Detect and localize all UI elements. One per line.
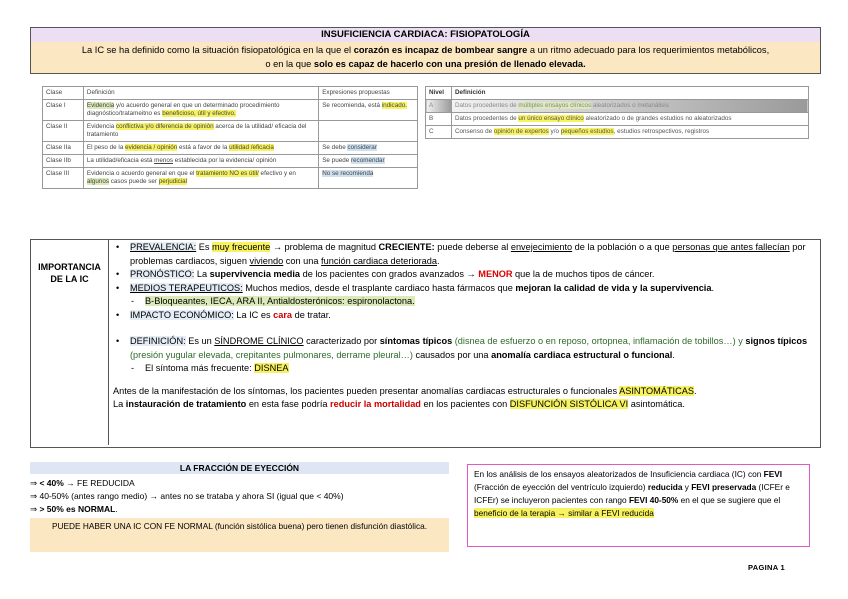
text: menos: [154, 157, 174, 164]
text: en el que se sugiere que el: [678, 495, 781, 505]
red-text: reducir la mortalidad: [330, 399, 421, 409]
text: El síntoma más frecuente:: [145, 363, 255, 373]
hl-text: DISNEA: [254, 363, 289, 373]
expression-cell: [319, 168, 418, 189]
hl-text: indicado.: [381, 102, 407, 109]
hl-text: tratamiento NO es útil/: [196, 170, 259, 177]
hl-text: opinión de expertos: [493, 128, 549, 135]
importancia-label: IMPORTANCIA DE LA IC: [38, 262, 101, 284]
text: En los análisis de los ensayos aleatorizados de Insuficiencia cardiaca (IC) con: [474, 469, 764, 479]
text: La utilidad/eficacia está: [86, 157, 155, 164]
text: Se debe: [322, 144, 348, 151]
text: Es: [196, 242, 213, 252]
bold-text: < 40%: [39, 478, 64, 488]
table-row: [426, 113, 809, 126]
class-recommendation-table: [42, 86, 418, 189]
spacer: [113, 322, 816, 335]
hl-text: conflictiva y/o diferencia de opinión: [115, 123, 214, 130]
text: y: [682, 482, 692, 492]
text: de tratar.: [292, 309, 331, 320]
text: asintomática.: [628, 399, 685, 409]
hl-text: recomendar: [350, 157, 385, 164]
bold-text: síntomas típicos: [379, 336, 453, 346]
text: efectivo y en: [258, 170, 296, 177]
text: y/o: [548, 128, 561, 135]
text: 40-50% (antes rango medio) → antes no se trataba y ahora SI (igual que < 40%): [39, 491, 344, 501]
item-key: MEDIOS TERAPEUTICOS:: [130, 282, 243, 293]
definition-cell: [83, 121, 318, 142]
green-text: (disnea de esfuerzo o en reposo, ortopnea, inflamación de tobillos…) y: [452, 336, 746, 346]
table-row: [426, 100, 809, 113]
hl-text: B-Bloqueantes, IECA, ARA II, Antialdosterónicos: espironolactona.: [145, 296, 415, 306]
item-key: PRONÓSTICO:: [130, 269, 195, 279]
text: SÍNDROME CLÍNICO: [214, 336, 304, 346]
text: está a favor de la: [177, 144, 230, 151]
level-cell: B: [426, 113, 452, 126]
hl-text: beneficioso, útil y efectivo.: [162, 110, 236, 117]
table-row: [43, 100, 418, 121]
list-item: [113, 335, 816, 362]
list-item: [113, 362, 816, 376]
text: .: [711, 282, 715, 293]
bold-text: mejoran la calidad de vida y la supervivencia: [515, 282, 712, 293]
text: El peso de la: [86, 144, 126, 151]
text: personas que antes fallecían: [672, 242, 790, 252]
text: con una: [283, 255, 322, 266]
text: de los pacientes con grados avanzados →: [300, 269, 479, 279]
intro-bold-2: solo es capaz de hacerlo con una presión de llenado elevada.: [313, 59, 586, 69]
bold-text: FEVI 40-50%: [628, 495, 679, 505]
hl-text: múltiples ensayos clínicos: [518, 102, 592, 109]
ensayos-note-box: [467, 464, 810, 547]
list-item: [113, 295, 816, 309]
expression-cell: [319, 142, 418, 155]
red-text: cara: [273, 309, 293, 320]
text: .: [694, 385, 697, 396]
intro-text-2: a un ritmo adecuado para los requerimientos metabólicos,: [527, 45, 770, 55]
definition-cell: [83, 142, 318, 155]
expression-cell: [319, 100, 418, 121]
item-key: PREVALENCIA:: [130, 242, 197, 252]
text: viviendo: [249, 255, 284, 266]
hl-text: evidencia / opinión: [125, 144, 178, 151]
table-row: [43, 155, 418, 168]
class-cell: Clase III: [43, 168, 84, 189]
list-item: [113, 268, 816, 282]
text: en los pacientes con: [420, 399, 510, 409]
text: (ICFEr e ICFEr) se incluyeron pacientes con rango: [474, 482, 790, 505]
text: , estudios retrospectivos, registros: [613, 128, 710, 135]
importancia-content: [113, 241, 816, 412]
table-header-row: [43, 87, 418, 100]
text: causados por una: [412, 349, 492, 360]
text: por problemas cardiacos, siguen: [130, 242, 806, 266]
table-header-row: [426, 87, 809, 100]
hl-text: perjudicial: [158, 178, 188, 185]
text: puede deberse al: [434, 242, 511, 252]
text: Muchos medios, desde el trasplante cardiaco hasta fármacos que: [242, 282, 516, 293]
text: .: [437, 255, 440, 266]
item-key: IMPACTO ECONÓMICO:: [130, 309, 234, 320]
red-text: MENOR: [478, 269, 513, 279]
intro-bold-1: corazón es incapaz de bombear sangre: [353, 45, 528, 55]
text: establecida por la evidencia/ opinión: [173, 157, 277, 164]
header-cell: Expresiones propuestas: [319, 87, 418, 100]
text: (Fracción de eyección del ventrículo izquierdo): [474, 482, 648, 492]
fraccion-note: PUEDE HABER UNA IC CON FE NORMAL (función sistólica buena) pero tienen disfunción diastólica.: [30, 518, 449, 552]
page-title: INSUFICIENCIA CARDIACA: FISIOPATOLOGÍA: [30, 27, 821, 43]
list-item: [113, 309, 816, 323]
text: que la de muchos tipos de cáncer.: [512, 269, 655, 279]
class-cell: Clase I: [43, 100, 84, 121]
hl-text: No se recomienda: [322, 170, 374, 177]
text: → problema de magnitud: [270, 242, 379, 252]
evidence-level-table: [425, 86, 809, 139]
definition-cell: [83, 168, 318, 189]
list-item: [30, 490, 460, 503]
green-text: (presión yugular elevada, crepitantes pulmonares, derrame pleural…): [130, 349, 413, 360]
text: y/o acuerdo general en que un determinado procedimiento diagnóstico/tratameitno es: [86, 102, 280, 117]
text: La: [113, 399, 126, 409]
text: en esta fase podría: [246, 399, 331, 409]
hl-text: muy frecuente: [212, 242, 271, 252]
fraccion-list: [30, 477, 460, 516]
bold-text: CRECIENTE:: [378, 242, 435, 252]
fraccion-title: LA FRACCIÓN DE EYECCIÓN: [30, 462, 449, 474]
definition-cell: [83, 155, 318, 168]
text: Se recomienda, está: [322, 102, 382, 109]
header-cell: Clase: [43, 87, 84, 100]
text: de la población o a que: [572, 242, 673, 252]
list-item: [113, 282, 816, 296]
table-row: [43, 142, 418, 155]
bold-text: > 50% es NORMAL: [39, 504, 116, 514]
definition-cell: [451, 113, 808, 126]
table-row: [426, 126, 809, 139]
text: La IC es: [233, 309, 274, 320]
bold-text: anomalía cardiaca estructural o funcional: [491, 349, 673, 360]
text: .: [672, 349, 675, 360]
expression-cell: [319, 121, 418, 142]
arrow-icon: ⇒: [30, 478, 40, 488]
arrow-icon: ⇒: [30, 504, 40, 514]
text: casos puede ser: [108, 178, 159, 185]
bold-text: instauración de tratamiento: [125, 399, 247, 409]
text: Datos procedentes de: [454, 115, 519, 122]
page-number: PAGINA 1: [748, 563, 785, 572]
hl-text: beneficio de la terapia → similar a FEVI reducida: [474, 508, 654, 518]
text: envejecimiento: [510, 242, 573, 252]
definition-cell: [451, 100, 808, 113]
instauracion-line: [113, 398, 816, 412]
header-cell: Nivel: [426, 87, 452, 100]
intro-text-1: La IC se ha definido como la situación fisiopatológica en la que el: [81, 45, 354, 55]
header-cell: Definición: [83, 87, 318, 100]
hl-text: considerar: [347, 144, 377, 151]
bold-text: supervivencia media: [209, 269, 301, 279]
table-row: [43, 121, 418, 142]
hl-text: ASINTOMÁTICAS: [619, 385, 694, 396]
class-cell: Clase IIb: [43, 155, 84, 168]
bold-text: FEVI preservada: [691, 482, 757, 492]
bold-text: FEVI: [763, 469, 783, 479]
asintomaticas-line: [113, 385, 816, 399]
intro-text-3: o en la que: [265, 59, 314, 69]
text: acerca de la utilidad/ eficacia del tratamiento: [86, 123, 307, 138]
text: .: [115, 504, 118, 514]
text: Antes de la manifestación de los síntomas, los pacientes pueden presentar anomalías cardiacas estructurales o funcionales: [113, 385, 620, 396]
list-item: [30, 477, 460, 490]
text: Se puede: [322, 157, 351, 164]
text: aleatorizados o metanálisis: [591, 102, 669, 109]
arrow-icon: ⇒: [30, 491, 40, 501]
text: Evidencia: [86, 123, 116, 130]
header-cell: Definición: [451, 87, 808, 100]
bold-text: reducida: [647, 482, 683, 492]
table-row: [43, 168, 418, 189]
expression-cell: [319, 155, 418, 168]
intro-definition: [30, 42, 821, 74]
hl-text: DISFUNCIÓN SISTÓLICA VI: [509, 399, 629, 409]
text: caracterizado por: [303, 336, 380, 346]
hl-text: pequeños estudios: [560, 128, 614, 135]
level-cell: A: [426, 100, 452, 113]
text: Evidencia o acuerdo general en que el: [86, 170, 197, 177]
hl-text: utilidad /eficacia: [229, 144, 274, 151]
class-cell: Clase II: [43, 121, 84, 142]
item-key: DEFINICIÓN:: [130, 336, 186, 346]
definition-cell: [451, 126, 808, 139]
text: → FE REDUCIDA: [63, 478, 135, 488]
class-cell: Clase IIa: [43, 142, 84, 155]
text: aleatorizado o de grandes estudios no aleatorizados: [583, 115, 732, 122]
list-item: [30, 503, 460, 516]
text: Consenso de: [454, 128, 494, 135]
text: La: [194, 269, 210, 279]
importancia-label-cell: [31, 240, 109, 445]
bold-text: signos típicos: [745, 336, 808, 346]
definition-cell: [83, 100, 318, 121]
list-item: [113, 241, 816, 268]
hl-text: Evidencia: [86, 102, 115, 109]
text: función cardiaca deteriorada: [321, 255, 437, 266]
text: Es un: [185, 336, 215, 346]
level-cell: C: [426, 126, 452, 139]
hl-text: algunos: [86, 178, 109, 185]
text: Datos procedentes de: [454, 102, 519, 109]
hl-text: un único ensayo clínico: [518, 115, 584, 122]
